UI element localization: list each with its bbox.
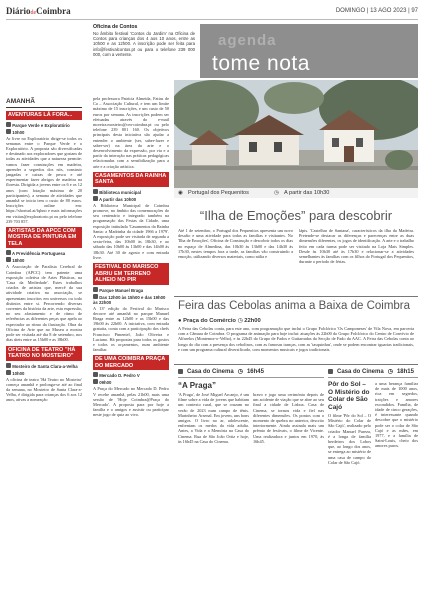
film-title: “A Praga” xyxy=(178,381,216,390)
cinema-col-2: a uma herança familiar de mais de 1000 anos, rica em segredos, traições e amores escondidos. Família, de idade de cinco gerações, é interessante quando descobre que o mistério pode ser o colar de São Cajó e as mães, em 1977, e a família de Saint-Louis, cheio dos amores puros. xyxy=(375,381,418,449)
clock-icon: ◷ xyxy=(274,190,279,196)
event-text: A Associação de Paralisia Cerebral de Coimbra (APCC) tem patente uma exposição coletiva de Artes Plásticas, na 'Casa da Mediedade'. Estes trabalhos criados de artistas que, mercê da sua atividade criativa na associação, se apresentam inscritos em universos ou todo distintos entre si. Percorrendo diversas correntes da história da arte, esta expressão, no seu afastamento e de ritmo de referências as diferentes peças que apela ao espectador ao ritmo da ilustração. Obra da Oficina de Arte que no Museu a mostra pode ser visitada até dia 8 de setembro, nos dias úteis entre as 15h00 e as 18h00. xyxy=(6,264,82,343)
clock-icon xyxy=(93,294,98,299)
miniature-village-photo xyxy=(174,80,418,188)
location-icon xyxy=(93,287,98,292)
event-title: AVENTURAS LÁ FORA... xyxy=(6,111,82,120)
clock-icon: ◷ xyxy=(237,318,245,324)
cinema-cols xyxy=(328,381,418,465)
camera-icon: ◉ xyxy=(178,190,183,196)
film-icon xyxy=(178,369,183,374)
ilha-col-1: Até 1 de setembro, o Portugal dos Pequenitos apresenta um novo desafio e uma atividade para todas as famílias e visitantes. No 'Ilha de Emoções', Oficina de Construção e descobrir todos os dias no espaço de Almedina, das 10h30 às 13h00 e das 14h30 às 17h30, nestes tempos fora a tarde, as famílias vão construindo a emoção, utilizando diversos materiais, como nália e xyxy=(178,228,293,260)
event-time: A partir das 10h00 xyxy=(93,196,169,202)
middle-column xyxy=(93,96,169,418)
clock-icon xyxy=(93,379,98,384)
ilha-col-2: lápis. 'Castelhar de Santana', característicos da ilha da Madeira. Pretende-se destacar as diferenças e parecenças entre as duas dimensões diferentes, os jogos de identificação. A arte e o trabalho feito em cada turma pode ser visitado na Loja Mais Simples. Desde às 10h30 até às 17h30 e relacionar-se a atividades semelhantes às famílias com os filhos do Portugal dos Pequenitos, durante o período de férias. xyxy=(299,228,414,265)
event-title: OFICINA DE TEATRO "HÁ TEATRO NO MOSTEIRO" xyxy=(6,346,82,361)
headline-cebolas: Feira das Cebolas anima a Baixa de Coimbra xyxy=(178,300,411,312)
box-text: No âmbito festival 'Contos do Jardim' na Oficina de Contos para crianças dos 4 aos 10 anos, entre as 10h00 e as 12h00. A inscrição pode ser feita para info@festivalcontos.pt ou para o telefone 239 000 000, com a vertente. xyxy=(93,31,195,57)
clock-icon: ◷ xyxy=(387,369,393,375)
cinema-block-1 xyxy=(178,368,324,444)
section-header xyxy=(200,24,418,78)
location-icon xyxy=(6,122,11,127)
event-text: A Praça do Mercado no Mercado D. Pedro V recebe amanhã, pelas 21h00, mais uma sessão de 'Hoje Coimbra@Praça do Mercado'. A proposta para por hoje a família e o amigos e assistir ou participar neste jogo de quiz ao vivo. xyxy=(93,386,169,418)
headline-ilha: “Ilha de Emoções” para descobrir xyxy=(199,208,393,223)
event-time: Das 12h00 às 15h00 e das 19h00 às 22h00 xyxy=(93,294,166,305)
clock-icon xyxy=(93,196,98,201)
clock-icon xyxy=(6,129,11,134)
oficina-box xyxy=(93,24,195,57)
event-location: Mercado D. Pedro V xyxy=(93,372,169,378)
intro-text: pela professora Patrícia Almeida, Fatias de Ca – Associação Cultural, e tem um limite máximo de 15 inscrições, e um custo de 50 euros por semana. As inscrições podem ser efetuadas através do e-mail moreira.mosteiro@cm-coimbra.pt ou pelo telefone 239 801 160. Os objetivos principais desta iniciativa são ajudar a entender o ambiente (ser, saber-fazer e saber-ser) na área da arte e o desenvolvimento da expressão, por via e a partir da interação nas práticas pedagógicas relacionadas com a sensibilização para a arte e a criação artística. xyxy=(93,96,169,169)
film-title: Pôr do Sol – O Mistério do Colar de São Cajó xyxy=(328,381,370,411)
cinema-block-2 xyxy=(328,368,418,465)
header-title: tome nota xyxy=(212,52,310,75)
cinema-col-1: 'A Praga', de José Miguel Arcanjo, é um filme sobre a vida de jovens que habitam um contexto rural, que se cruzam no verão de 2023 num campo de tênis. Marinheiro Arsenal. Em jovem, uns bons amigos. O livro no ar, adolescente, enfrentam os medos da vida adulta. Antes, a Vida e a Memória na Casa do Cinema. Rua de São João Ortiz e hoje, às 16h45 na Casa do Cinema. xyxy=(178,392,249,444)
event-time: 10h00 xyxy=(6,129,82,135)
caption-time: A partir das 10h30 xyxy=(284,190,330,196)
box-title: Oficina de Contos xyxy=(93,24,138,30)
location-icon: ● xyxy=(178,318,182,324)
location-icon xyxy=(93,372,98,377)
newspaper-logo[interactable]: DiáriodeCoimbra xyxy=(6,6,71,16)
masthead xyxy=(6,6,418,20)
cinema-col-2: bravo e jogo uma cerimónia depois de um acidente de viação que se abre ao seu final a cidade de Lisboa. Casa de Cinema, se tornou vida e fiel nas diferentes dimensões. Os pontos com o momento de quebra no anterior, descrito interiormente. Ainda assinala mais um prêmio de festivais, o filme de Vicente. Uma realizadora e juntos em 1970, às 16h45. xyxy=(253,392,324,444)
clock-icon xyxy=(6,257,11,262)
event-time: 09h00 xyxy=(93,379,169,385)
event-title: ARTISTAS DA APCC COM MOSTRA DE PINTURA EM TELA xyxy=(6,227,82,249)
section-title: AMANHÃ xyxy=(6,98,35,105)
cinema-header: Casa do Cinema ◷ 18h15 xyxy=(328,368,418,378)
village-illustration xyxy=(174,80,418,188)
event-time: 18h00 xyxy=(6,257,82,263)
divider xyxy=(174,296,418,297)
event-location: Parque Verde e Exploratório xyxy=(6,122,82,128)
location-icon xyxy=(6,250,11,255)
event-text: Ar livre no Exploratório dirige-se todos os semanas entre o Parque Verde e o Exploratório. A proposta são diversificadas e destinado aos exploradores que gostam de todas as atividades que a natureza permite: vamos fazer construções em madeira, aprender a segredos dos nós, construir jangadas e caixas de pesca e até experimentar fazer abrigos de madeira na floresta. Dirigida a jovens entre os 6 e os 12 anos (com lotação máxima de 20 participantes), a semana de atividades que amanhã se inicia tem o custo de 80 euros. Inscrições online em: https://shorturl.at/fqhno e mais informações em visitas@exploratorio.pt ou pelo telefone 239 703 857. xyxy=(6,135,82,224)
event-text: A 13ª edição do Festival do Marisco decorre até amanhã no parque Manuel Braga entre as 12h00 e as 15h00 e das 19h00 às 22h00. A iniciativa, com entrada gratuita, conta com a participação dos chefs Francisco Pimentel, João Oliveira e Luciano. Há propostas para todos os gostos e todos os orçamentos, num ambiente familiar. xyxy=(93,305,169,353)
event-time: 10h00 xyxy=(6,370,82,376)
event-location: Mosteiro de Santa Clara-a-Velha xyxy=(6,363,82,369)
cebolas-text: A Feira das Cebolas conta, para este ano, com programação que inclui o Grupo Folclórico 'Os Camponeses' de Vila Nova, em parceria com a Câmara de Coimbra. O programa de animação para hoje inclui: atuações às 22h00 do Grupo Folclórico do Centro de Convívio de Alfarelos (Montemor-o-Velho), e às 22h45 do Grupo de Fados e Guitarradas da Secção de Fado da AAC. A Feira das Cebolas conta ao longo do dia com a presença dos cebolinos, com as famosas tranças, com as 'tasquinhas', onde se podem encontrar iguarias tradicionais, e com um programa cultural diversificado, com momentos musicais e jogos tradicionais. xyxy=(178,326,414,352)
event-title: FESTIVAL DO MARISCO ABRIU EM TERRENO ALHEIO NO PIR xyxy=(93,263,169,285)
event-location: Parque Manuel Braga xyxy=(93,287,169,293)
cinema-col-1-wrap xyxy=(328,381,371,465)
clock-icon xyxy=(6,370,11,375)
cebolas-item xyxy=(178,318,414,352)
dateline: DOMINGO | 13 AGO 2023 | 97 xyxy=(335,8,418,14)
cinema-col-1: O filme 'Pôr do Sol – O Mistério do Colar de São Cajó', realizado pelo criador Manuel Pureza, é a longa de família herdeiros dos Lobos que, ao longo dos anos, se entrega ao mistério de uma casa de campo do Colar de São Cajó. xyxy=(328,413,371,465)
divider xyxy=(174,364,418,365)
photo-caption xyxy=(174,188,418,198)
cebolas-header: ● Praça do Comércio ◷ 22h00 xyxy=(178,318,261,324)
event-location: Biblioteca municipal xyxy=(93,189,169,195)
cinema-header: Casa do Cinema ◷ 16h45 xyxy=(178,368,324,378)
location-icon xyxy=(93,189,98,194)
event-location: A Previdência Portuguesa xyxy=(6,250,82,256)
event-text: A oficina de teatro 'Há Teatro no Mosteiro' começa amanhã e prolonga-se até ao final da semana, no Mosteiro de Santa Clara-a-Velha, é dirigida para crianças dos 6 aos 12 anos, ativas a nomeação xyxy=(6,376,82,403)
cinema-cols xyxy=(178,392,324,444)
caption-place: Portugal dos Pequenitos xyxy=(188,190,249,196)
left-column xyxy=(6,96,82,403)
clock-icon: ◷ xyxy=(237,369,243,375)
header-bg-word: agenda xyxy=(218,32,277,49)
ilha-body xyxy=(178,228,414,264)
event-text: A Biblioteca Municipal de Coimbra promove, no âmbito das comemorações do seu centenário e integrado também na programação das Festas da Cidade, uma exposição intitulada 'Casamentos da Rainha Santa: a Madrinha da cidade 1966 a 1979'. A exposição pode ser visitada de segunda a sexta-feira, das 10h00 às 18h30, e ao sábado das 10h00 às 13h00 e das 14h00 às 18h30. Até 30 de agosto e com entrada livre. xyxy=(93,202,169,260)
event-title: DE UMA COIMBRA PRAÇA DO MERCADO xyxy=(93,355,169,370)
event-title: CASAMENTOS DA RAINHA SANTA xyxy=(93,172,169,187)
film-icon xyxy=(328,369,333,374)
location-icon xyxy=(6,363,11,368)
